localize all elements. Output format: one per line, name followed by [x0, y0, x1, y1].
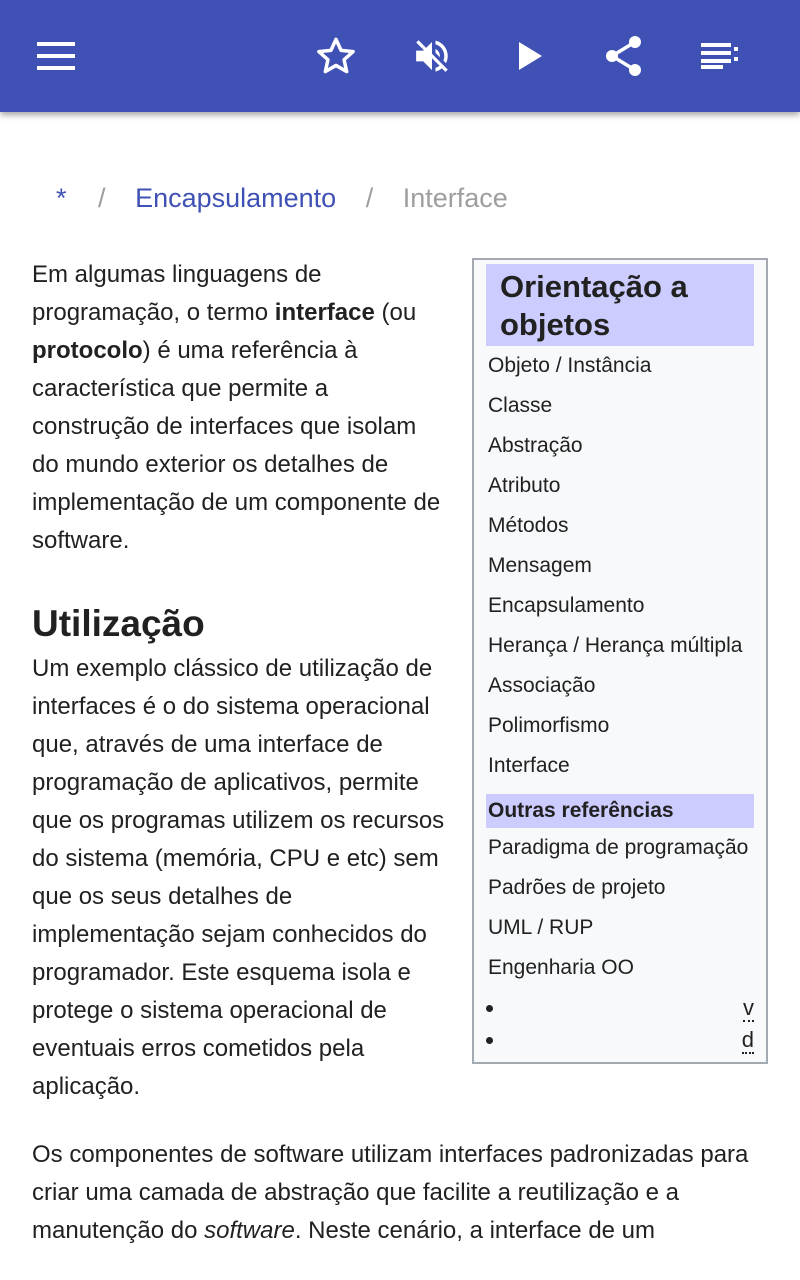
infobox-item[interactable]: Atributo	[488, 474, 561, 497]
share-icon	[604, 35, 644, 77]
article-content	[32, 256, 768, 1250]
infobox-other-item[interactable]: Padrões de projeto	[488, 876, 666, 899]
app-bar	[0, 0, 800, 112]
intro-text: (ou	[374, 299, 417, 326]
menu-icon	[37, 42, 75, 70]
infobox-footer-links	[486, 992, 754, 1056]
infobox-other-item[interactable]: Engenharia OO	[488, 956, 634, 979]
paragraph-text: Os componentes de software utilizam interfaces padronizadas para criar uma camada de abstração que facilite a reutilização e a manutenção do	[32, 1141, 749, 1244]
paragraph-text: . Neste cenário, a interface de um	[294, 1217, 656, 1244]
intro-text: Em algumas linguagens de programação, o termo	[32, 261, 322, 326]
paragraph-3	[32, 1136, 768, 1250]
playlist-icon	[701, 43, 739, 69]
infobox-footer-item	[506, 992, 754, 1024]
infobox-list	[486, 346, 754, 786]
infobox-item[interactable]: Polimorfismo	[488, 714, 610, 737]
breadcrumb-parent-link[interactable]: Encapsulamento	[135, 183, 337, 213]
breadcrumb	[32, 180, 508, 216]
section-heading: Utilização	[32, 603, 205, 644]
infobox-item[interactable]: Herança / Herança múltipla	[488, 634, 743, 657]
section-paragraph: Um exemplo clássico de utilização de interfaces é o do sistema operacional que, através de uma interface de programação de aplicativos, permite que os programas utilizem os recursos do sistema (memória, CPU e etc) sem que os seus detalhes de implementação sejam conhecidos do programador. Este esquema isola e protege o sistema operacional de eventuais erros cometidos pela aplicação.	[32, 655, 445, 1100]
menu-button[interactable]	[30, 30, 82, 82]
infobox-item[interactable]: Encapsulamento	[488, 594, 645, 617]
infobox-item[interactable]: Objeto / Instância	[488, 354, 652, 377]
play-icon	[516, 40, 544, 72]
infobox-footer-item	[506, 1024, 754, 1056]
infobox	[472, 258, 768, 1064]
infobox-other-item[interactable]: UML / RUP	[488, 916, 594, 939]
view-template-link[interactable]: v	[743, 995, 754, 1020]
infobox-item[interactable]: Associação	[488, 674, 596, 697]
breadcrumb-current: Interface	[402, 183, 508, 213]
infobox-other-list	[486, 828, 754, 988]
intro-text: ) é uma referência à característica que permite a construção de interfaces que isolam do mundo exterior os detalhes de implementação de um componente de software.	[32, 337, 441, 554]
infobox-item[interactable]: Interface	[488, 754, 570, 777]
play-button[interactable]	[504, 30, 556, 82]
infobox-other-item[interactable]: Paradigma de programação	[488, 836, 749, 859]
infobox-item[interactable]: Abstração	[488, 434, 583, 457]
infobox-item[interactable]: Métodos	[488, 514, 569, 537]
infobox-title: Orientação a objetos	[486, 264, 754, 346]
breadcrumb-separator: /	[98, 183, 106, 213]
term-interface: interface	[274, 299, 375, 326]
infobox-item[interactable]: Mensagem	[488, 554, 592, 577]
term-software: software	[204, 1217, 295, 1244]
infobox-item[interactable]: Classe	[488, 394, 553, 417]
breadcrumb-home-link[interactable]: *	[56, 183, 67, 213]
infobox-subheader: Outras referências	[486, 794, 754, 828]
playlist-button[interactable]	[694, 30, 746, 82]
breadcrumb-separator: /	[365, 183, 374, 213]
share-button[interactable]	[598, 30, 650, 82]
discuss-template-link[interactable]: d	[741, 1027, 754, 1052]
volume-off-icon	[411, 35, 453, 77]
star-outline-icon	[315, 35, 357, 77]
favorite-button[interactable]	[310, 30, 362, 82]
term-protocolo: protocolo	[32, 337, 143, 364]
mute-button[interactable]	[406, 30, 458, 82]
